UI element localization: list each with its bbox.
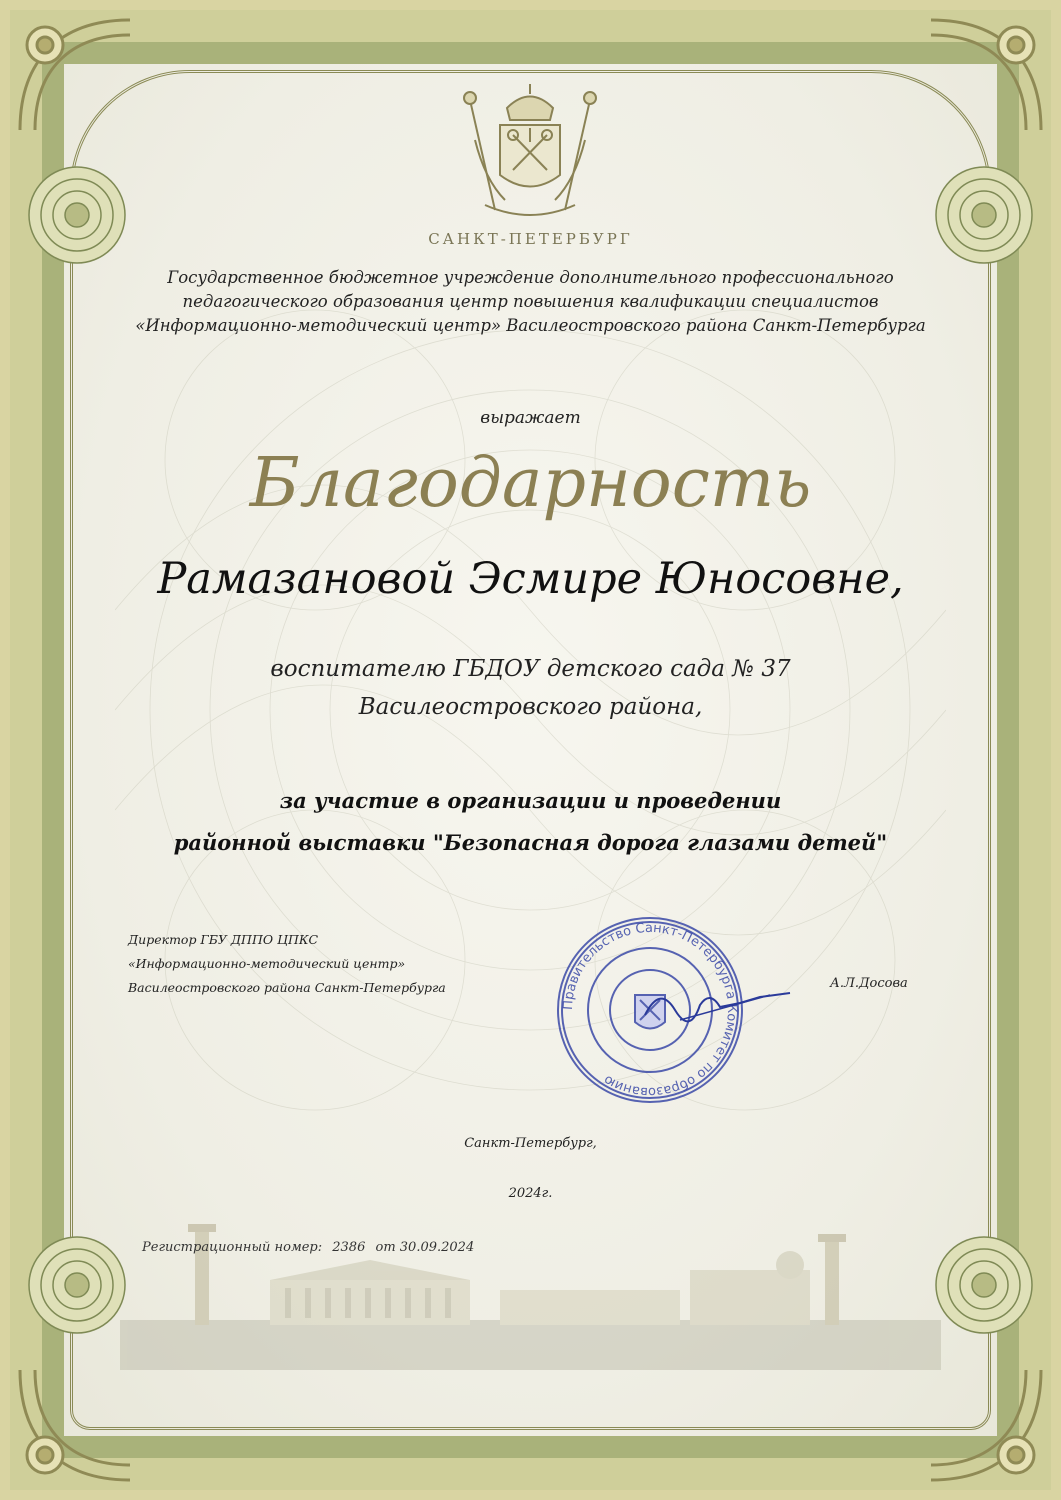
reason-line: районной выставки "Безопасная дорога глазами детей" [173, 830, 888, 855]
signer-line: Василеостровского района Санкт-Петербурга [128, 980, 446, 995]
signer-name: А.Л.Досова [830, 976, 908, 991]
place: Санкт-Петербург, [464, 1136, 597, 1151]
registration-label: Регистрационный номер: [142, 1240, 323, 1255]
handwritten-signature-icon [640, 975, 800, 1035]
expresses-text: выражает [480, 408, 581, 428]
spit-of-vasilievsky-island-panorama-icon [120, 1210, 941, 1370]
organization-line: педагогического образования центр повышения квалификации специалистов [182, 292, 879, 311]
corner-ornament-icon [0, 1350, 150, 1500]
certificate-title: Благодарность [249, 444, 812, 523]
rosette-icon [929, 160, 1039, 270]
corner-ornament-icon [0, 0, 150, 150]
registration-date: от 30.09.2024 [375, 1240, 475, 1255]
registration-line [142, 1240, 480, 1255]
recipient-name: Рамазановой Эсмире Юносовне, [157, 554, 904, 604]
year: 2024г. [508, 1186, 553, 1201]
rosette-icon [929, 1230, 1039, 1340]
rosette-icon [22, 160, 132, 270]
reason-line: за участие в организации и проведении [279, 788, 782, 813]
organization-line: Государственное бюджетное учреждение дополнительного профессионального [167, 268, 894, 287]
signer-line: Директор ГБУ ДППО ЦПКС [128, 932, 319, 947]
signer-line: «Информационно-методический центр» [128, 956, 406, 971]
saint-petersburg-coat-of-arms-icon [455, 80, 605, 230]
award-reason [0, 780, 1061, 864]
position-line: воспитателю ГБДОУ детского сада № 37 [270, 656, 791, 682]
rosette-icon [22, 1230, 132, 1340]
stamp-text: Правительство Санкт-Петербурга Комитет по образованию [560, 920, 740, 1100]
organization-line: «Информационно-методический центр» Василеостровского района Санкт-Петербурга [135, 316, 926, 335]
position-line: Василеостровского района, [358, 694, 703, 720]
organization-name [110, 266, 951, 338]
registration-number: 2386 [332, 1240, 366, 1255]
city-caption: САНКТ-ПЕТЕРБУРГ [428, 230, 633, 248]
corner-ornament-icon [911, 1350, 1061, 1500]
recipient-position [0, 650, 1061, 726]
corner-ornament-icon [911, 0, 1061, 150]
signer-title [128, 928, 446, 1000]
